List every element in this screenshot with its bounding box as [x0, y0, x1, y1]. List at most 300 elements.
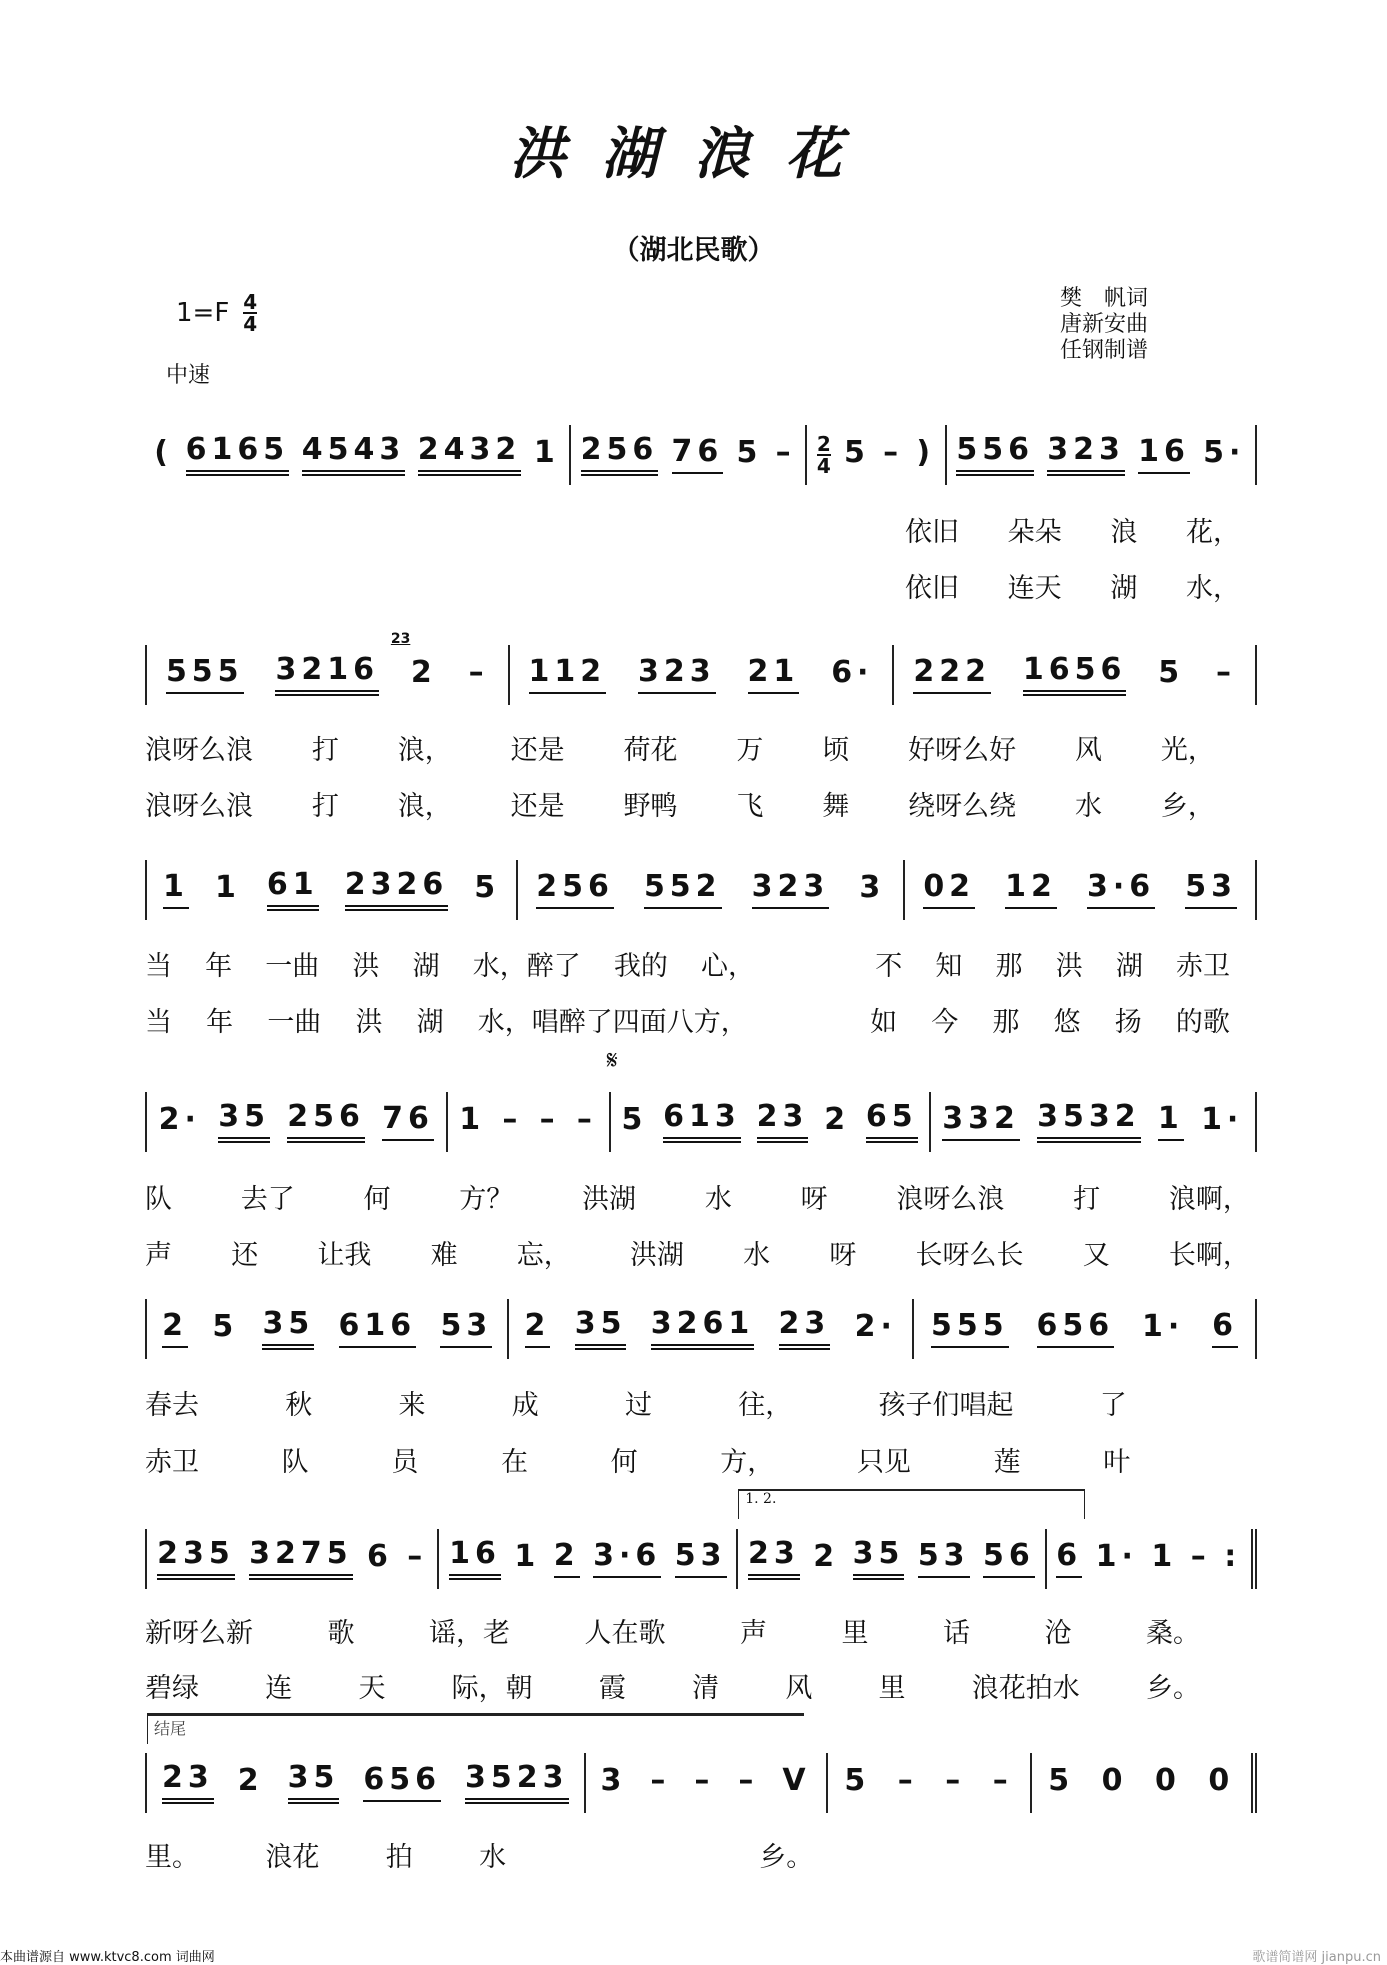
note-text: 35 [852, 1536, 905, 1571]
note-group [502, 1104, 522, 1140]
note-text: 0 [1101, 1763, 1128, 1798]
score-row [145, 860, 1257, 920]
score-row [145, 631, 1257, 705]
lyric-word [788, 944, 842, 983]
note-text: 3275 [249, 1536, 353, 1571]
footer-source: 本曲谱源自 www.ktvc8.com 词曲网 [0, 1950, 215, 1965]
lyric-word: 了 [1099, 1390, 1127, 1421]
credits [1060, 286, 1148, 364]
measure [738, 1491, 1046, 1589]
lyric-word: 水 [704, 1184, 732, 1215]
lyric-word: 乡。 [1145, 1673, 1200, 1704]
measure [518, 860, 905, 920]
note-group [382, 1103, 434, 1141]
note-group [748, 1538, 800, 1580]
note-text: – [897, 1763, 918, 1798]
note-group [1087, 871, 1155, 909]
lyric-word: 的歌 [1175, 1007, 1230, 1038]
lyric-word: 沧 [1044, 1618, 1072, 1649]
note-group [1037, 1101, 1141, 1143]
lyric-word: 孩子们唱起 [878, 1390, 1014, 1421]
note-text: ) [916, 435, 936, 470]
note-group [1216, 657, 1236, 693]
note-group [1047, 434, 1125, 476]
note-group [737, 437, 763, 473]
lyric-word: 湖 [416, 1007, 444, 1038]
note-text: – [576, 1102, 597, 1137]
lyric-word: 来 [398, 1390, 426, 1421]
transcriber: 任钢制谱 [1060, 338, 1149, 363]
lyric-word [782, 1000, 836, 1039]
note-text: 0 [1155, 1763, 1181, 1798]
measure [145, 631, 510, 705]
note-text: – [539, 1102, 560, 1137]
note-group [581, 434, 659, 476]
note-group [993, 1765, 1013, 1801]
note-text: 2326 [344, 867, 449, 902]
lyric-word: 去了 [240, 1184, 295, 1215]
lyric-word: 打 [311, 735, 339, 766]
lyrics-line-1 [145, 1383, 1240, 1422]
note-group [154, 437, 173, 473]
note-text: – [468, 655, 489, 690]
lyric-word: 水 [1075, 791, 1102, 822]
note-group [831, 657, 873, 693]
lyric-word: 又 [1082, 1240, 1110, 1271]
lyrics-line-1 [145, 728, 1215, 767]
lyrics-line-2 [145, 1666, 1200, 1705]
note-text: 552 [643, 869, 722, 904]
grace-note: 23 [390, 631, 411, 647]
lyric-word: 那 [992, 1007, 1020, 1038]
note-group [474, 872, 500, 908]
measure [571, 425, 807, 485]
note-text: 1 [214, 870, 241, 905]
note-text: 5 [736, 435, 763, 470]
lyric-word: 人在歌 [584, 1618, 666, 1649]
note-group [844, 1765, 870, 1801]
measure [145, 1719, 586, 1813]
note-group [752, 871, 830, 909]
note-group [1005, 871, 1057, 909]
measure [894, 645, 1257, 705]
note-group [157, 1538, 235, 1580]
lyric-word: 打 [311, 791, 339, 822]
note-text: 2 [813, 1539, 840, 1574]
lyrics-line-1 [145, 1835, 1000, 1874]
score-row [145, 1491, 1257, 1589]
note-text: 6165 [185, 432, 290, 467]
note-group [1138, 436, 1190, 474]
note-group [345, 869, 449, 911]
note-group [1208, 1765, 1234, 1801]
note-group [853, 1538, 905, 1580]
note-group [238, 1765, 264, 1801]
note-group [983, 1540, 1035, 1578]
note-group [593, 1540, 661, 1578]
lyric-word: 让我 [317, 1240, 372, 1271]
note-group [218, 1101, 270, 1143]
lyric-word: 浪呀么浪 [145, 735, 253, 766]
lyric-word: 方， [720, 1447, 775, 1478]
note-text: 16 [449, 1536, 501, 1571]
note-group [782, 1765, 810, 1801]
note-group [1212, 1310, 1238, 1348]
note-group [287, 1101, 365, 1143]
segno-icon: 𝄋 [606, 1046, 618, 1076]
note-group [898, 1765, 918, 1801]
note-group [440, 1310, 492, 1348]
lyric-word: 悠 [1053, 1007, 1081, 1038]
measure [1047, 1529, 1257, 1589]
lyric-word: 浪 [1110, 517, 1138, 548]
note-text: 235 [157, 1536, 235, 1571]
lyric-word [880, 1835, 907, 1874]
note-group [738, 1765, 758, 1801]
note-text: 1 [459, 1102, 486, 1137]
lyric-word: 里 [841, 1618, 869, 1649]
note-text: 2 [162, 1308, 189, 1343]
lyric-word: 如 [870, 1007, 898, 1038]
note-group [162, 1310, 188, 1348]
note-text: 5· [1203, 435, 1246, 470]
lyrics-line-1 [145, 1177, 1250, 1216]
lyrics-line-2 [145, 1000, 1230, 1039]
lyric-word: 碧绿 [145, 1673, 199, 1704]
note-group [913, 656, 991, 694]
lyric-word: 飞 [736, 791, 764, 822]
note-text: 613 [663, 1099, 741, 1134]
note-text: 3532 [1037, 1099, 1141, 1134]
note-text: 35 [287, 1760, 340, 1795]
note-group [855, 1311, 897, 1347]
lyric-word: 际，朝 [451, 1673, 533, 1704]
note-text: 3261 [650, 1306, 755, 1341]
lyric-word: 风 [785, 1673, 813, 1704]
note-text: 323 [1047, 432, 1125, 467]
note-text: – [650, 1763, 671, 1798]
lyric-word: 当 [145, 951, 172, 982]
note-group [390, 631, 437, 693]
note-group [212, 1311, 238, 1347]
note-text: 53 [674, 1538, 727, 1573]
note-text: 222 [913, 654, 991, 689]
lyric-word: 浪， [397, 791, 452, 822]
note-group [363, 1764, 441, 1802]
lyric-word: 浪呀么浪 [145, 791, 253, 822]
note-group [407, 1541, 427, 1577]
lyric-word: 歌 [327, 1618, 355, 1649]
note-text: 4543 [301, 432, 406, 467]
note-text: 1 [514, 1539, 541, 1574]
lyric-word [1213, 1383, 1240, 1422]
note-text: : [1224, 1539, 1242, 1574]
score-row [145, 1299, 1257, 1359]
note-group [554, 1540, 580, 1578]
measure [145, 1092, 448, 1152]
note-text: 256 [580, 432, 659, 467]
lyric-word: 花， [1185, 517, 1240, 548]
note-text: 1656 [1022, 652, 1127, 687]
lyric-word: 春去 [145, 1390, 199, 1421]
song-subtitle: （湖北民歌） [612, 235, 775, 266]
note-group [449, 1538, 501, 1580]
lyric-word: 队 [145, 1184, 172, 1215]
lyric-word: 今 [931, 1007, 959, 1038]
note-text: 323 [751, 869, 830, 904]
note-text: – [694, 1763, 715, 1798]
note-group [536, 871, 614, 909]
lyric-word: 舞 [822, 791, 850, 822]
key-signature [176, 292, 257, 334]
lyric-word: 水 [479, 1842, 507, 1873]
note-group [675, 1540, 727, 1578]
note-group [215, 872, 241, 908]
lyric-word: 年 [205, 951, 233, 982]
lyric-word: 打 [1073, 1184, 1101, 1215]
lyric-word: 万 [736, 735, 764, 766]
key-label: 1=F [176, 298, 230, 328]
note-text: 1· [1201, 1102, 1244, 1137]
note-text: 323 [638, 654, 716, 689]
note-group [748, 656, 800, 694]
note-text: 1 [1151, 1539, 1178, 1574]
measure [439, 1529, 738, 1589]
time-signature-change [817, 434, 831, 476]
note-text: 3523 [465, 1760, 569, 1795]
lyric-word: 难 [430, 1240, 458, 1271]
note-group [534, 437, 560, 473]
note-text: 2 [824, 1102, 851, 1137]
note-text: 5 [212, 1309, 239, 1344]
note-text: – [945, 1763, 966, 1798]
note-text: 2· [158, 1102, 201, 1137]
note-group [163, 871, 189, 909]
lyric-word: 员 [391, 1447, 419, 1478]
note-text: 2432 [417, 432, 522, 467]
note-text: – [502, 1102, 523, 1137]
note-group [1155, 1765, 1181, 1801]
note-text: 656 [1036, 1308, 1115, 1343]
measure [509, 1299, 914, 1359]
note-text: 61 [266, 867, 319, 902]
note-group [923, 871, 975, 909]
lyric-word: 浪， [397, 735, 452, 766]
lyric-word: 成 [511, 1390, 539, 1421]
note-text: 23 [756, 1099, 809, 1134]
lyric-word: 呀 [800, 1184, 828, 1215]
lyric-word: 荷花 [623, 735, 678, 766]
note-text: 256 [536, 869, 614, 904]
note-group [916, 437, 935, 473]
lyric-word: 还是 [510, 791, 565, 822]
note-group [1096, 1541, 1138, 1577]
lyric-word: 洪湖 [629, 1240, 684, 1271]
note-group [1191, 1541, 1211, 1577]
time-signature-digit: 2 [816, 432, 831, 456]
note-text: – [738, 1763, 759, 1798]
note-group [1185, 871, 1237, 909]
lyric-word: 莲 [993, 1447, 1021, 1478]
measure [931, 1092, 1257, 1152]
note-text: 6 [366, 1539, 393, 1574]
note-group [663, 1101, 741, 1143]
note-group [159, 1104, 201, 1140]
lyric-word: 水， [1185, 573, 1240, 604]
lyric-word: 朵朵 [1007, 517, 1062, 548]
note-text: 2 [524, 1308, 551, 1343]
lyric-word: 叶 [1103, 1447, 1131, 1478]
note-text: 1 [1157, 1101, 1184, 1136]
lyric-word: 浪花拍水 [971, 1673, 1080, 1704]
note-text: 23 [747, 1536, 800, 1571]
note-text: 256 [287, 1099, 365, 1134]
measure [448, 1092, 611, 1152]
note-text: – [1216, 655, 1237, 690]
note-group [779, 1308, 831, 1350]
lyric-word: 扬 [1114, 1007, 1142, 1038]
note-text: 5 [621, 1102, 648, 1137]
lyric-word [573, 1835, 600, 1874]
note-group [824, 1104, 850, 1140]
note-text: 6 [1212, 1308, 1239, 1343]
lyric-word: 只见 [856, 1447, 911, 1478]
note-text: 2 [553, 1538, 580, 1573]
note-group [1158, 1103, 1184, 1141]
note-group [931, 1310, 1009, 1348]
note-group [162, 1762, 214, 1804]
score-row [145, 425, 1257, 485]
note-text: 656 [363, 1762, 441, 1797]
note-text: 2 [410, 655, 437, 690]
measure [510, 645, 895, 705]
lyric-word: 长啊， [1168, 1240, 1250, 1271]
lyric-word: 不 [875, 951, 903, 982]
measure [606, 1046, 931, 1152]
lyrics-line-2 [145, 1440, 1240, 1479]
measure [914, 1299, 1257, 1359]
note-group [575, 1308, 627, 1350]
coda-bracket: 结尾 [147, 1713, 804, 1744]
note-group [577, 1104, 597, 1140]
lyrics-line-1 [145, 1611, 1200, 1650]
note-text: 1· [1095, 1539, 1138, 1574]
note-text: ( [154, 435, 174, 470]
lyric-word: 洪 [352, 951, 380, 982]
lyric-word: 湖 [412, 951, 440, 982]
note-group [859, 872, 885, 908]
lyric-word: 连 [265, 1673, 293, 1704]
lyric-word: 忘， [516, 1240, 571, 1271]
composer: 唐新安曲 [1060, 312, 1149, 337]
note-text: 65 [865, 1099, 918, 1134]
note-text: 53 [1185, 869, 1237, 904]
lyric-word: 乡。 [759, 1842, 814, 1873]
note-group [367, 1541, 393, 1577]
note-group [866, 1101, 918, 1143]
score-row [145, 1719, 1257, 1813]
note-group [776, 437, 796, 473]
lyric-word: 浪花 [265, 1842, 320, 1873]
note-text: 23 [162, 1760, 214, 1795]
note-text: 56 [983, 1538, 1035, 1573]
lyric-word: 清 [692, 1673, 720, 1704]
note-text: 1 [533, 435, 560, 470]
lyric-word: 浪啊， [1168, 1184, 1250, 1215]
note-group [418, 434, 522, 476]
lyric-word: 里 [878, 1673, 906, 1704]
note-text: 76 [382, 1101, 434, 1136]
lyric-word: 乡， [1160, 791, 1215, 822]
note-text: – [407, 1539, 428, 1574]
note-group [644, 871, 722, 909]
note-group [288, 1762, 340, 1804]
note-group [275, 654, 379, 696]
note-group [1158, 657, 1184, 693]
note-text: 3 [600, 1763, 627, 1798]
lyric-word: 连天 [1007, 573, 1062, 604]
note-text: 3·6 [593, 1538, 662, 1573]
note-group [514, 1541, 540, 1577]
lyric-word [666, 1835, 693, 1874]
lyric-word: 霞 [598, 1673, 626, 1704]
note-text: V [782, 1763, 811, 1798]
lyric-word: 风 [1075, 735, 1102, 766]
note-group [1201, 1104, 1243, 1140]
note-text: 16 [1138, 434, 1190, 469]
measure [145, 1299, 509, 1359]
lyric-word: 谣，老 [429, 1618, 510, 1649]
note-group [1203, 437, 1245, 473]
lyric-word: 我的 [613, 951, 668, 982]
note-group [694, 1765, 714, 1801]
lyric-word: 赤卫 [1175, 951, 1230, 982]
lyric-word [1213, 1440, 1240, 1479]
note-group [844, 437, 870, 473]
note-group [529, 656, 607, 694]
lyric-word: 水，醉了 [472, 951, 581, 982]
lyric-word: 心， [700, 951, 755, 982]
lyric-word: 光， [1160, 735, 1215, 766]
note-text: 3216 [275, 652, 379, 687]
note-group [1037, 1310, 1115, 1348]
lyric-word: 队 [281, 1447, 309, 1478]
measure [828, 1753, 1032, 1813]
lyric-word: 天 [358, 1673, 386, 1704]
note-group [956, 434, 1034, 476]
note-text: 5 [844, 435, 870, 470]
note-text: 555 [165, 654, 244, 689]
note-group [1151, 1541, 1177, 1577]
lyric-word: 依旧 [905, 517, 959, 548]
lyric-word: 过 [625, 1390, 652, 1421]
time-signature-digit: 4 [816, 454, 831, 478]
lyric-word: 依旧 [905, 573, 959, 604]
note-text: 5 [1048, 1763, 1075, 1798]
lyrics-line-2 [905, 566, 1240, 605]
note-text: – [992, 1763, 1013, 1798]
lyric-word: 洪 [355, 1007, 383, 1038]
lyric-word: 话 [943, 1618, 970, 1649]
measure [807, 425, 946, 485]
note-group [302, 434, 406, 476]
note-group [942, 1103, 1020, 1141]
measure [145, 425, 571, 485]
note-text: 35 [574, 1306, 627, 1341]
lyricist: 樊 帆词 [1060, 286, 1149, 311]
lyric-word: 知 [935, 951, 963, 982]
lyric-word: 湖 [1110, 573, 1138, 604]
